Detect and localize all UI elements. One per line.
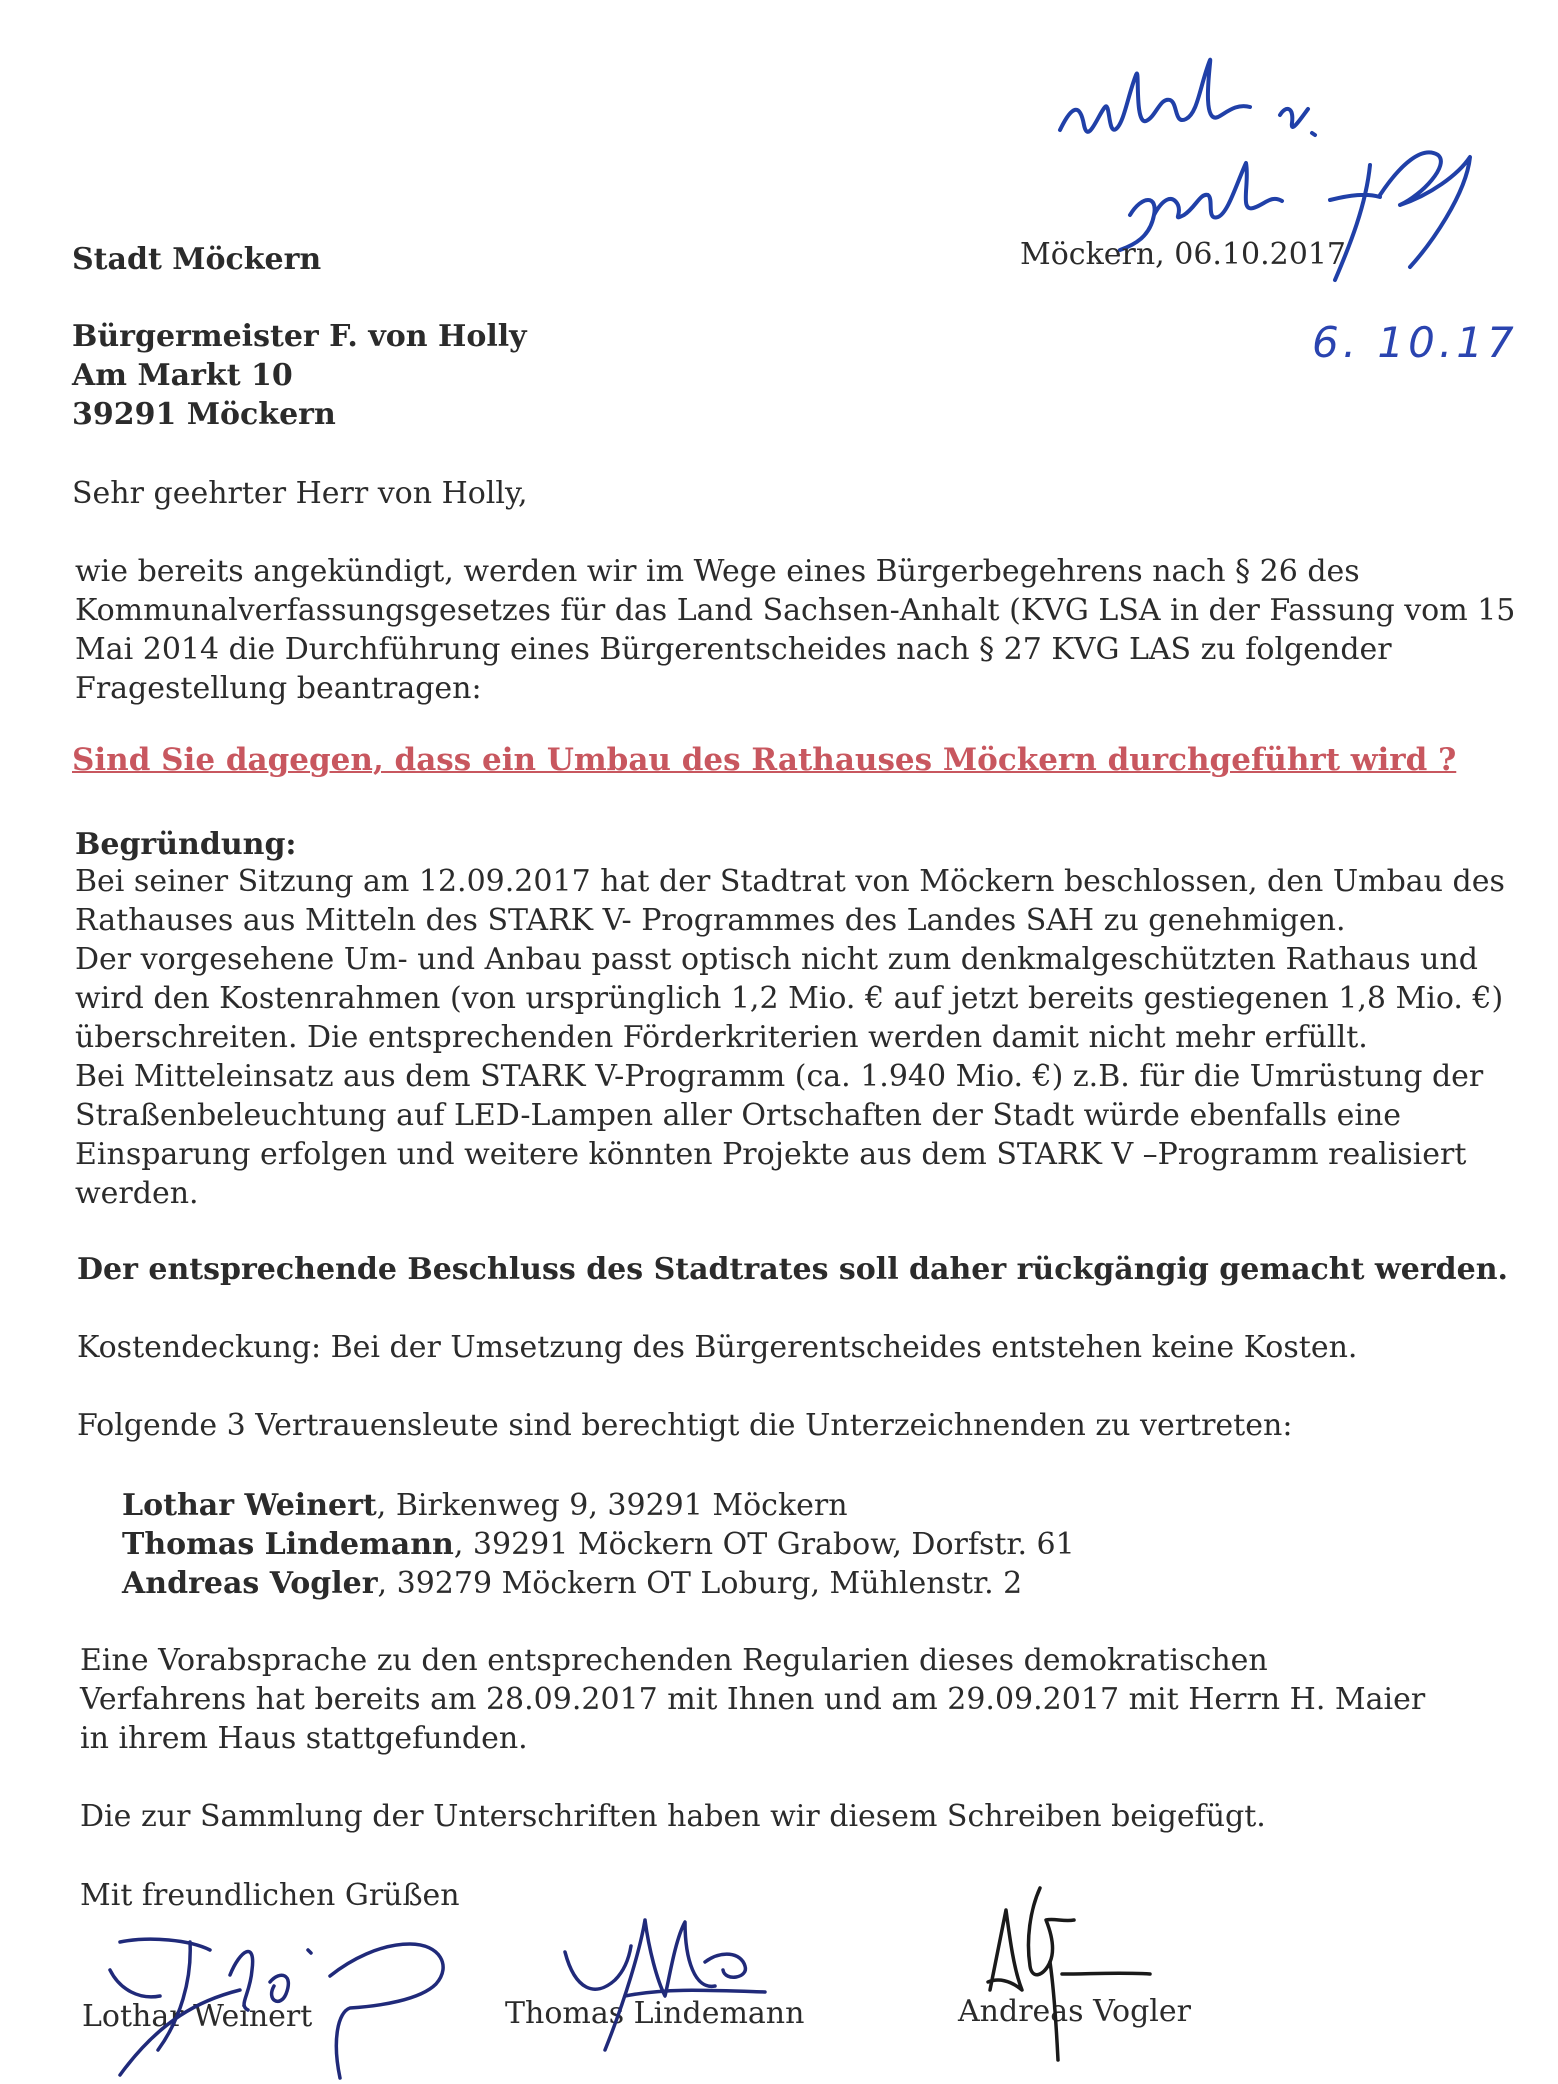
meeting-line: in ihrem Haus stattgefunden.: [80, 1721, 528, 1756]
reason-line: Der vorgesehene Um- und Anbau passt optisch nicht zum denkmalgeschützten Rathaus und: [75, 942, 1478, 977]
intro-line: wie bereits angekündigt, werden wir im Wege eines Bürgerbegehrens nach § 26 des: [75, 554, 1360, 589]
cost-statement: Kostendeckung: Bei der Umsetzung des Bürgerentscheides entstehen keine Kosten.: [77, 1330, 1358, 1365]
handwritten-note-text: [1060, 5, 1070, 6]
resolution-statement: Der entsprechende Beschluss des Stadtrates soll daher rückgängig gemacht werden.: [77, 1252, 1508, 1287]
recipient-line-1: Bürgermeister F. von Holly: [72, 319, 527, 354]
trustee-entry: [122, 1486, 1075, 1525]
signatory-name: Thomas Lindemann: [505, 1996, 805, 2031]
intro-paragraph: [75, 552, 1515, 708]
reason-line: werden.: [75, 1176, 199, 1211]
trustee-address: , 39291 Möckern OT Grabow, Dorfstr. 61: [453, 1527, 1075, 1562]
trustee-address: , Birkenweg 9, 39291 Möckern: [376, 1488, 848, 1523]
closing-phrase: Mit freundlichen Grüßen: [80, 1878, 460, 1913]
trustee-entry: [122, 1564, 1075, 1603]
salutation: Sehr geehrter Herr von Holly,: [72, 476, 528, 511]
trustee-name: Andreas Vogler: [122, 1566, 378, 1601]
reason-paragraph: [75, 862, 1505, 1213]
reason-line: wird den Kostenrahmen (von ursprünglich 1,2 Mio. € auf jetzt bereits gestiegenen 1,8 Mio. €): [75, 981, 1504, 1016]
meeting-paragraph: [80, 1641, 1425, 1758]
intro-line: Fragestellung beantragen:: [75, 671, 482, 706]
signature-lothar-weinert: [80, 1900, 460, 2084]
recipient-line-3: 39291 Möckern: [72, 397, 336, 432]
trustee-address: , 39279 Möckern OT Loburg, Mühlenstr. 2: [377, 1566, 1023, 1601]
trustee-entry: [122, 1525, 1075, 1564]
trustees-list: [122, 1486, 1075, 1603]
trustee-name: Lothar Weinert: [122, 1488, 377, 1523]
signatory-name: Lothar Weinert: [82, 1999, 313, 2034]
reason-line: Straßenbeleuchtung auf LED-Lampen aller Ortschaften der Stadt würde ebenfalls eine: [75, 1098, 1402, 1133]
trustee-name: Thomas Lindemann: [122, 1527, 454, 1562]
intro-line: Mai 2014 die Durchführung eines Bürgerentscheides nach § 27 KVG LAS zu folgender: [75, 632, 1392, 667]
meeting-line: Verfahrens hat bereits am 28.09.2017 mit Ihnen und am 29.09.2017 mit Herrn H. Maier: [80, 1682, 1426, 1717]
reason-line: Rathauses aus Mitteln des STARK V- Programmes des Landes SAH zu genehmigen.: [75, 903, 1346, 938]
referendum-question: Sind Sie dagegen, dass ein Umbau des Rathauses Möckern durchgeführt wird ?: [72, 742, 1457, 778]
signature-andreas-vogler: [970, 1870, 1170, 2070]
recipient-line-2: Am Markt 10: [72, 358, 293, 393]
handwritten-date: 6. 10.17: [1312, 318, 1518, 367]
trustees-intro: Folgende 3 Vertrauensleute sind berechtigt die Unterzeichnenden zu vertreten:: [77, 1408, 1293, 1443]
signature-thomas-lindemann: [545, 1900, 785, 2060]
reason-line: überschreiten. Die entsprechenden Förderkriterien werden damit nicht mehr erfüllt.: [75, 1020, 1368, 1055]
meeting-line: Eine Vorabsprache zu den entsprechenden Regularien dieses demokratischen: [80, 1643, 1268, 1678]
reason-line: Bei Mitteleinsatz aus dem STARK V-Programm (ca. 1.940 Mio. €) z.B. für die Umrüstung der: [75, 1059, 1484, 1094]
enclosure-note: Die zur Sammlung der Unterschriften haben wir diesem Schreiben beigefügt.: [80, 1799, 1266, 1834]
reason-heading: Begründung:: [75, 827, 297, 862]
sender-city: Stadt Möckern: [72, 242, 322, 277]
reason-line: Bei seiner Sitzung am 12.09.2017 hat der Stadtrat von Möckern beschlossen, den Umbau des: [75, 864, 1505, 899]
signatory-name: Andreas Vogler: [958, 1994, 1191, 2029]
place-date: Möckern, 06.10.2017: [1020, 237, 1347, 272]
intro-line: Kommunalverfassungsgesetzes für das Land Sachsen-Anhalt (KVG LSA in der Fassung vom 15: [75, 593, 1516, 628]
reason-line: Einsparung erfolgen und weitere könnten Projekte aus dem STARK V –Programm realisiert: [75, 1137, 1467, 1172]
